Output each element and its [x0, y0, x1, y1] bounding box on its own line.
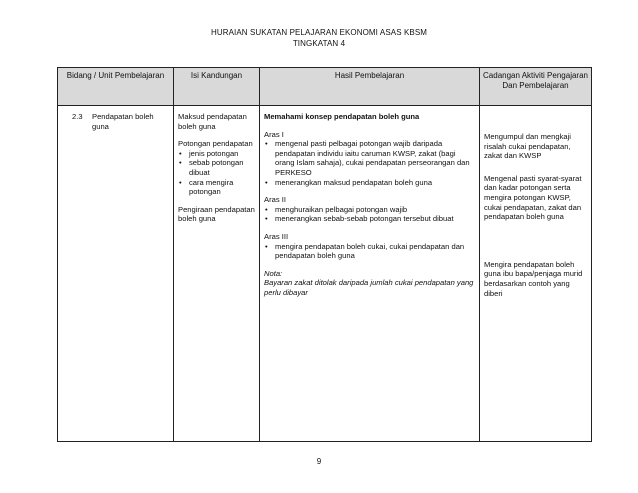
column-header-hasil: Hasil Pembelajaran	[260, 68, 480, 106]
page-number: 9	[316, 457, 322, 466]
document-subtitle: TINGKATAN 4	[292, 39, 346, 48]
list-item: • jenis potongan	[178, 149, 255, 159]
unit-title: Pendapatan boleh guna	[92, 112, 154, 131]
column-header-isi: Isi Kandungan	[174, 68, 260, 106]
cadangan-item-2: Mengenal pasti syarat-syarat dan kadar potongan serta mengira potongan KWSP, cukai pendapatan, zakat dan pendapatan boleh guna	[484, 173, 582, 222]
cell-cadangan-aktiviti	[480, 106, 592, 442]
list-item: • cara mengira potongan	[178, 178, 255, 197]
document-title: HURAIAN SUKATAN PELAJARAN EKONOMI ASAS KBSM	[210, 28, 428, 37]
nota-text: Bayaran zakat ditolak daripada jumlah cukai pendapatan yang perlu dibayar	[264, 278, 474, 297]
cadangan-item-1: Mengumpul dan mengkaji risalah cukai pendapatan, zakat dan KWSP	[484, 132, 571, 161]
column-header-cadangan: Cadangan Aktiviti Pengajaran Dan Pembelajaran	[480, 68, 592, 106]
syllabus-table	[57, 67, 592, 442]
table-header-row	[58, 68, 592, 106]
list-item: • mengenal pasti pelbagai potongan wajib daripada pendapatan individu iaitu caruman KWSP, zakat (bagi orang Islam sahaja), cukai pendapatan perseorangan dan PERKESO	[264, 139, 475, 177]
unit-topic	[62, 112, 169, 131]
list-item: • mengira pendapatan boleh cukai, cukai pendapatan dan pendapatan boleh guna	[264, 242, 475, 261]
isi-pengiraan: Pengiraan pendapatan boleh guna	[178, 204, 255, 224]
aras1-list	[264, 139, 475, 187]
aras3-list	[264, 242, 475, 261]
aras3-title: Aras III	[264, 231, 289, 241]
aras1-title: Aras I	[264, 129, 284, 139]
isi-intro: Maksud pendapatan boleh guna	[178, 112, 247, 131]
list-item: • sebab potongan dibuat	[178, 158, 255, 177]
table-row	[58, 106, 592, 442]
list-item: • menerangkan sebab-sebab potongan tersebut dibuat	[264, 214, 475, 224]
cell-bidang	[58, 106, 174, 442]
cell-isi-kandungan	[174, 106, 260, 442]
nota-label: Nota:	[264, 268, 283, 278]
hasil-heading: Memahami konsep pendapatan boleh guna	[264, 112, 420, 121]
aras2-list	[264, 205, 475, 224]
isi-potongan-title: Potongan pendapatan	[178, 139, 253, 149]
list-item: • menerangkan maksud pendapatan boleh guna	[264, 178, 475, 188]
unit-number: 2.3	[72, 112, 83, 121]
cadangan-item-3: Mengira pendapatan boleh guna ibu bapa/penjaga murid berdasarkan contoh yang diberi	[484, 259, 583, 298]
column-header-bidang: Bidang / Unit Pembelajaran	[58, 68, 174, 106]
list-item: • menghuraikan pelbagai potongan wajib	[264, 205, 475, 215]
aras2-title: Aras II	[264, 195, 286, 205]
isi-potongan-list	[178, 149, 255, 197]
cell-hasil-pembelajaran	[260, 106, 480, 442]
